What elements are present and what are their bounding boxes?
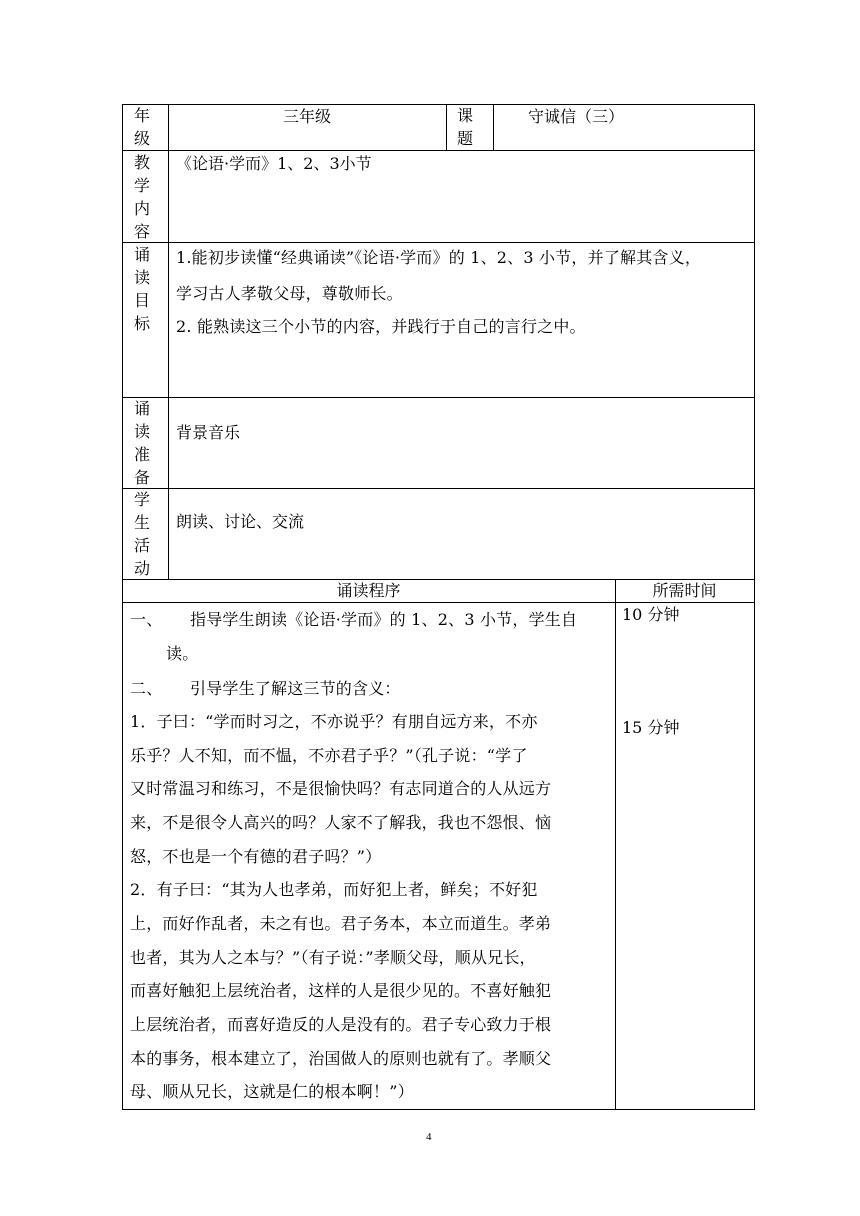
time-header: 所需时间 bbox=[652, 581, 717, 600]
explanation-line: 来，不是很令人高兴的吗？人家不了解我，我也不怨恨、恼 bbox=[130, 813, 552, 832]
step-1-continued: 读。 bbox=[166, 644, 199, 663]
explanation-line: 乐乎？人不知，而不愠，不亦君子乎？”（孔子说：“学了 bbox=[130, 746, 528, 765]
explanation-line: 也者，其为人之本与？”（有子说：”孝顺父母，顺从兄长， bbox=[130, 948, 536, 967]
table-border-left bbox=[122, 104, 123, 1110]
step-1-text: 指导学生朗读《论语·学而》的 1、2、3 小节，学生自 bbox=[190, 610, 578, 629]
topic-label-rule-right bbox=[493, 104, 494, 151]
content-value: 《论语·学而》1、2、3小节 bbox=[176, 154, 372, 173]
explanation-line: 本的事务，根本建立了，治国做人的原则也就有了。孝顺父 bbox=[130, 1049, 552, 1068]
grade-value: 三年级 bbox=[282, 107, 331, 126]
prep-value: 背景音乐 bbox=[176, 423, 241, 442]
time-column-rule bbox=[615, 579, 616, 1110]
time-step-2: 15 分钟 bbox=[622, 718, 680, 737]
explanation-line: 上，而好作乱者，未之有也。君子务本，本立而道生。孝弟 bbox=[130, 914, 552, 933]
explanation-line: 母、顺从兄长，这就是仁的根本啊！”） bbox=[130, 1082, 414, 1101]
explanation-line: 怒，不也是一个有德的君子吗？”） bbox=[130, 847, 382, 866]
topic-label: 课题 bbox=[456, 106, 473, 148]
step-2-text: 引导学生了解这三节的含义： bbox=[190, 679, 401, 698]
table-rule bbox=[122, 397, 755, 398]
content-label: 教学内容 bbox=[133, 153, 150, 241]
explanation-line: 上层统治者，而喜好造反的人是没有的。君子专心致力于根 bbox=[130, 1015, 552, 1034]
goal-line-2: 学习古人孝敬父母，尊敬师长。 bbox=[176, 284, 403, 303]
explanation-line: 又时常温习和练习，不是很愉快吗？有志同道合的人从远方 bbox=[130, 779, 552, 798]
goal-label: 诵读目标 bbox=[133, 245, 150, 333]
grade-label: 年级 bbox=[133, 106, 150, 148]
prep-label: 诵读准备 bbox=[133, 399, 150, 487]
explanation-line: 1．子曰：“学而时习之，不亦说乎？有朋自远方来，不亦 bbox=[130, 712, 538, 731]
step-1-number: 一、 bbox=[130, 610, 163, 629]
page-number: 4 bbox=[426, 1131, 432, 1143]
table-rule bbox=[122, 488, 755, 489]
procedure-header: 诵读程序 bbox=[336, 581, 401, 600]
step-2-number: 二、 bbox=[130, 679, 163, 698]
goal-line-1: 1.能初步读懂“经典诵读”《论语·学而》的 1、2、3 小节，并了解其含义， bbox=[176, 248, 702, 267]
label-column-rule bbox=[168, 104, 169, 580]
goal-line-3: 2. 能熟读这三个小节的内容，并践行于自己的言行之中。 bbox=[176, 317, 586, 336]
table-rule bbox=[122, 150, 755, 151]
table-border-bottom bbox=[122, 1109, 755, 1110]
table-border-right bbox=[754, 104, 755, 1110]
time-step-1: 10 分钟 bbox=[622, 605, 680, 624]
activity-label: 学生活动 bbox=[133, 490, 150, 578]
explanation-line: 2．有子曰：“其为人也孝弟，而好犯上者，鲜矣；不好犯 bbox=[130, 880, 538, 899]
activity-value: 朗读、讨论、交流 bbox=[176, 512, 305, 531]
explanation-line: 而喜好触犯上层统治者，这样的人是很少见的。不喜好触犯 bbox=[130, 981, 552, 1000]
topic-label-rule-left bbox=[446, 104, 447, 151]
topic-value: 守诚信（三） bbox=[528, 107, 625, 126]
